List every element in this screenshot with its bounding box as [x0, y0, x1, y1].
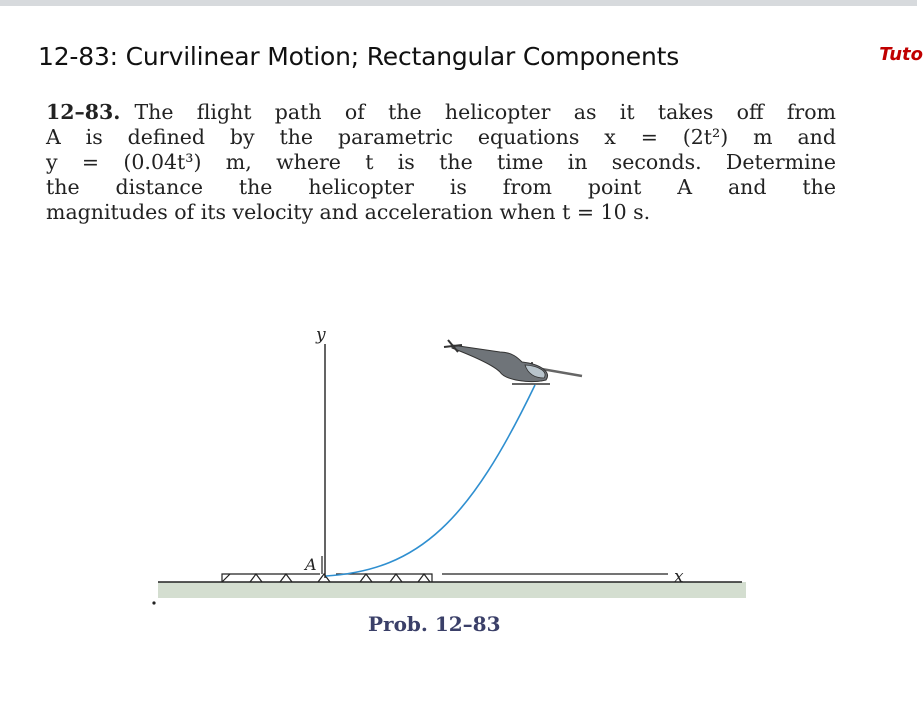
ground-dot: [152, 601, 155, 604]
flight-path-curve: [326, 385, 535, 576]
problem-number: 12–83.: [46, 100, 121, 124]
x-axis-label: x: [674, 567, 684, 587]
tutorial-tag: Tuto: [879, 44, 923, 65]
ground-shading: [158, 582, 746, 598]
problem-line-2: A is defined by the parametric equations x = (2t²) m and: [46, 125, 836, 149]
helicopter-icon: [444, 340, 582, 384]
slide-title: 12-83: Curvilinear Motion; Rectangular Components: [38, 42, 680, 71]
y-axis-label: y: [316, 325, 326, 345]
problem-line-1: 12–83. The flight path of the helicopter as it takes off from: [46, 100, 836, 124]
problem-line-3: y = (0.04t³) m, where t is the time in seconds. Determine: [46, 150, 836, 174]
problem-line-4: the distance the helicopter is from point A and the: [46, 175, 836, 199]
point-a-label: A: [305, 555, 317, 574]
problem-line-5: magnitudes of its velocity and acceleration when t = 10 s.: [46, 200, 651, 224]
figure-caption: Prob. 12–83: [368, 612, 501, 636]
